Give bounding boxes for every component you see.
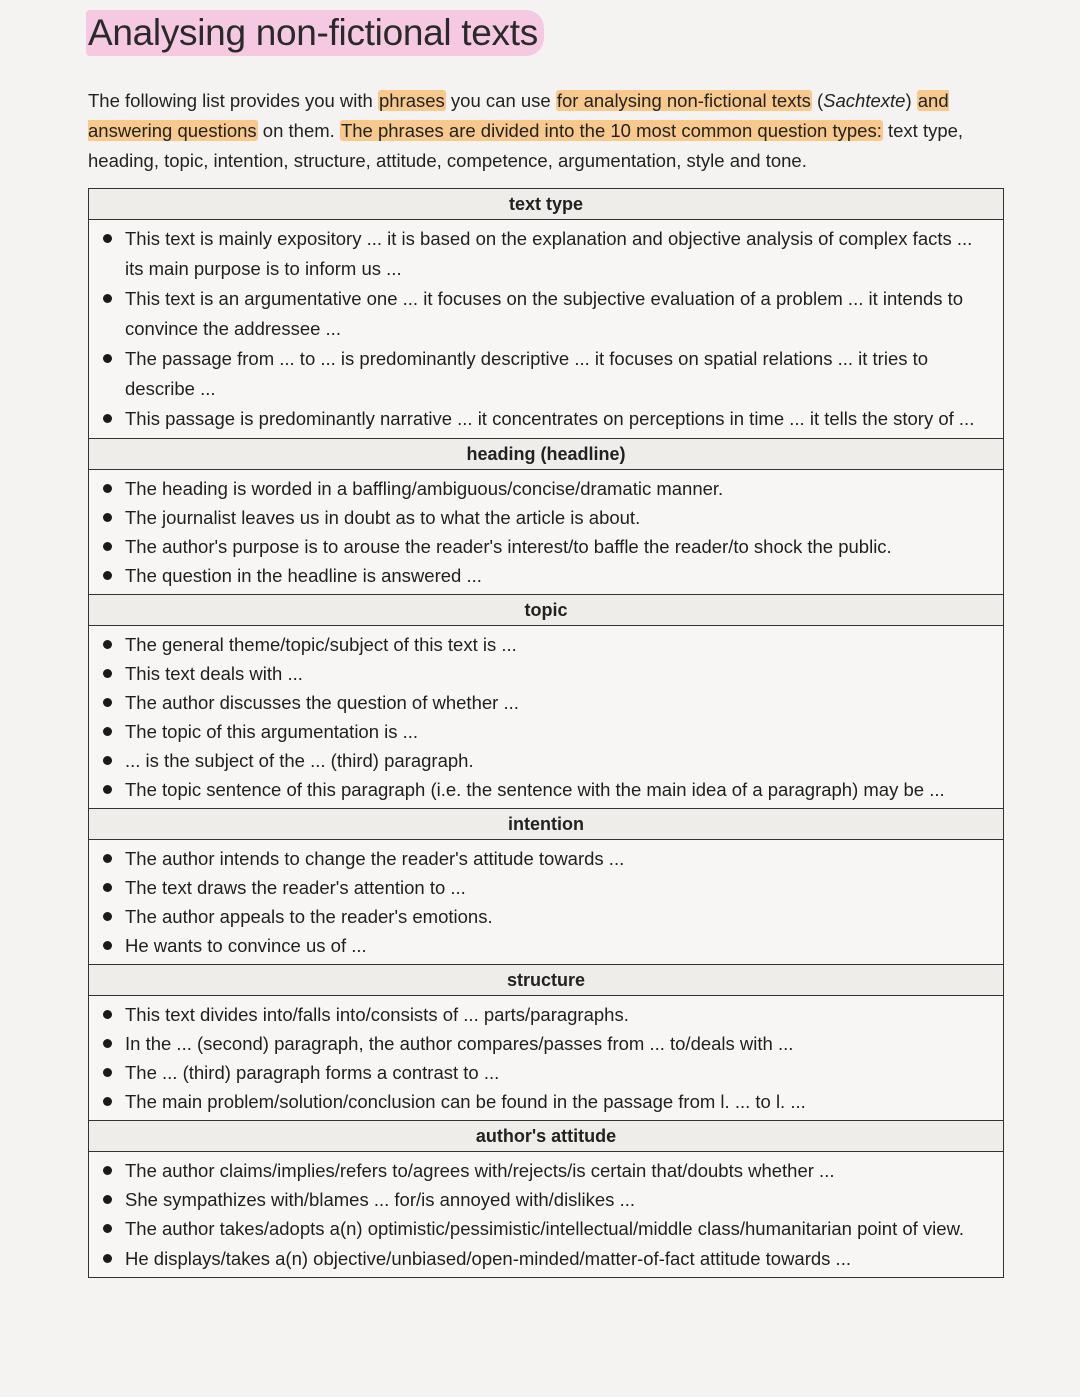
section-body-topic xyxy=(89,626,1003,809)
intro-text: text type, heading, topic, intention, structure, attitude, competence, argumentation, style and tone. xyxy=(88,120,964,171)
intro-text: ) xyxy=(905,90,917,111)
phrases-table xyxy=(88,188,1004,1278)
list-item: In the ... (second) paragraph, the author compares/passes from ... to/deals with ... xyxy=(101,1029,995,1058)
intro-italic: Sachtexte xyxy=(823,90,906,111)
list-item: The author intends to change the reader's attitude towards ... xyxy=(101,844,995,873)
list-item: The main problem/solution/conclusion can be found in the passage from l. ... to l. ... xyxy=(101,1087,995,1116)
section-heading-heading: heading (headline) xyxy=(89,439,1003,470)
list-item: The author claims/implies/refers to/agrees with/rejects/is certain that/doubts whether ... xyxy=(101,1156,995,1185)
list-item: The ... (third) paragraph forms a contrast to ... xyxy=(101,1058,995,1087)
list-item: This passage is predominantly narrative ... it concentrates on perceptions in time ... it tells the story of ... xyxy=(101,404,995,434)
list-item: The journalist leaves us in doubt as to what the article is about. xyxy=(101,503,995,532)
list-item: This text divides into/falls into/consists of ... parts/paragraphs. xyxy=(101,1000,995,1029)
intro-highlight: phrases xyxy=(378,90,445,111)
section-body-structure xyxy=(89,996,1003,1121)
list-item: The question in the headline is answered ... xyxy=(101,561,995,590)
intro-text: ( xyxy=(811,90,824,111)
intro-highlight: The phrases are divided into the 10 most common question types: xyxy=(340,120,882,141)
section-body-authors-attitude xyxy=(89,1152,1003,1277)
section-body-text-type xyxy=(89,220,1003,439)
list-item: This text is mainly expository ... it is based on the explanation and objective analysis of complex facts ... its main purpose is to inform us ... xyxy=(101,224,995,284)
list-item: The author takes/adopts a(n) optimistic/pessimistic/intellectual/middle class/humanitarian point of view. xyxy=(101,1214,995,1244)
list-item: The general theme/topic/subject of this text is ... xyxy=(101,630,995,659)
intro-text: The following list provides you with xyxy=(88,90,378,111)
list-item: The topic sentence of this paragraph (i.e. the sentence with the main idea of a paragraph) may be ... xyxy=(101,775,995,804)
list-item: The author's purpose is to arouse the reader's interest/to baffle the reader/to shock the public. xyxy=(101,532,995,561)
intro-text: you can use xyxy=(445,90,556,111)
intro-highlight: and answering questions xyxy=(88,90,949,141)
list-item: The passage from ... to ... is predominantly descriptive ... it focuses on spatial relations ... it tries to describe ... xyxy=(101,344,995,404)
intro-highlight: for analysing non-fictional texts xyxy=(556,90,811,111)
section-heading-intention: intention xyxy=(89,809,1003,840)
list-item: He wants to convince us of ... xyxy=(101,931,995,960)
intro-paragraph xyxy=(88,86,1018,176)
list-item: This text deals with ... xyxy=(101,659,995,688)
list-item: This text is an argumentative one ... it focuses on the subjective evaluation of a problem ... it intends to convince the addressee ... xyxy=(101,284,995,344)
list-item: The author appeals to the reader's emotions. xyxy=(101,902,995,931)
section-heading-topic: topic xyxy=(89,595,1003,626)
section-heading-authors-attitude: author's attitude xyxy=(89,1121,1003,1152)
intro-text: on them. xyxy=(257,120,340,141)
list-item: He displays/takes a(n) objective/unbiased/open-minded/matter-of-fact attitude towards ... xyxy=(101,1244,995,1273)
list-item: ... is the subject of the ... (third) paragraph. xyxy=(101,746,995,775)
list-item: The topic of this argumentation is ... xyxy=(101,717,995,746)
page-title: Analysing non-fictional texts xyxy=(86,10,544,56)
section-heading-text-type: text type xyxy=(89,189,1003,220)
list-item: She sympathizes with/blames ... for/is annoyed with/dislikes ... xyxy=(101,1185,995,1214)
section-body-heading xyxy=(89,470,1003,595)
list-item: The heading is worded in a baffling/ambiguous/concise/dramatic manner. xyxy=(101,474,995,503)
section-body-intention xyxy=(89,840,1003,965)
list-item: The text draws the reader's attention to ... xyxy=(101,873,995,902)
list-item: The author discusses the question of whether ... xyxy=(101,688,995,717)
section-heading-structure: structure xyxy=(89,965,1003,996)
